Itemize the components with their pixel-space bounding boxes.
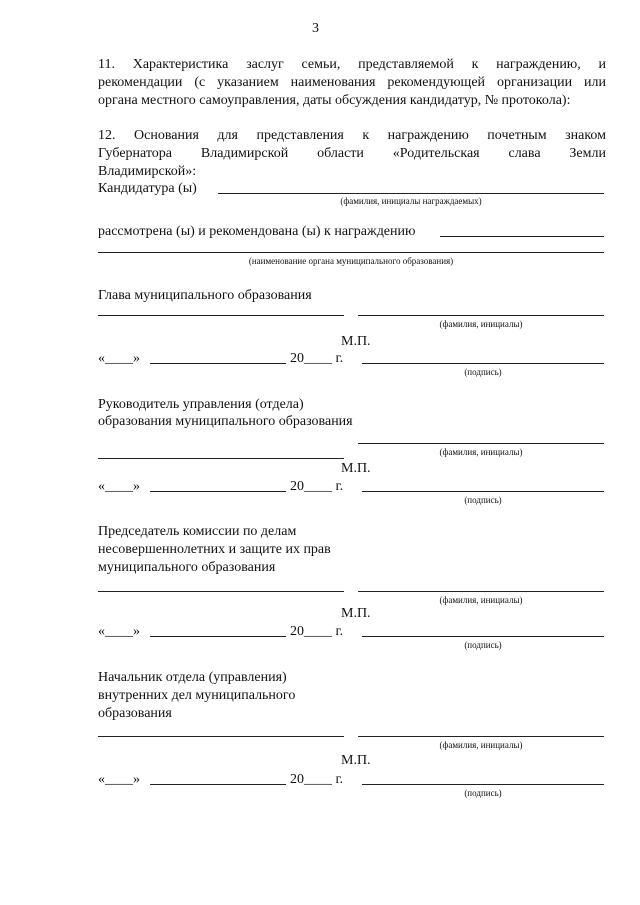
municipal-body-line — [98, 252, 604, 253]
signer-2-title-line-2: образования муниципального образования — [98, 414, 353, 429]
signer-3-line-right — [358, 591, 604, 592]
signer-1-line-left — [98, 315, 344, 316]
item-12-line-1: 12. Основания для представления к награждению почетным знаком — [98, 128, 606, 143]
signer-2-line-left — [98, 458, 344, 459]
signer-1-title-line-1: Глава муниципального образования — [98, 288, 312, 303]
signer-4-line-right — [358, 736, 604, 737]
signer-2-caption-signature: (подпись) — [464, 495, 502, 505]
signer-3-caption-fio: (фамилия, инициалы) — [439, 595, 523, 605]
signer-4-line-left — [98, 736, 344, 737]
signer-4-title-line-3: образования — [98, 706, 172, 721]
signer-1-signature-line — [362, 363, 604, 364]
signer-2-line-right — [358, 443, 604, 444]
signer-2-mp: М.П. — [341, 461, 371, 476]
signer-3-title-line-1: Председатель комиссии по делам — [98, 524, 297, 539]
signer-3-title-line-3: муниципального образования — [98, 560, 276, 575]
signer-1-caption-signature: (подпись) — [464, 367, 502, 377]
caption-fio-awarded: (фамилия, инициалы награждаемых) — [340, 196, 482, 206]
signer-3-date-year: 20____ г. — [290, 624, 344, 639]
signer-4-title-line-1: Начальник отдела (управления) — [98, 670, 287, 685]
signer-2-signature-line — [362, 491, 604, 492]
signer-1-date-day: «____» — [98, 351, 140, 366]
signer-4-title-line-2: внутренних дел муниципального — [98, 688, 296, 703]
item-11-line-3: органа местного самоуправления, даты обсуждения кандидатур, № протокола): — [98, 93, 571, 108]
signer-2-caption-fio: (фамилия, инициалы) — [439, 447, 523, 457]
signer-3-caption-signature: (подпись) — [464, 640, 502, 650]
signer-1-line-right — [358, 315, 604, 316]
signer-4-caption-signature: (подпись) — [464, 788, 502, 798]
reviewed-label: рассмотрена (ы) и рекомендована (ы) к награждению — [98, 224, 416, 239]
signer-4-mp: М.П. — [341, 753, 371, 768]
item-11-line-1: 11. Характеристика заслуг семьи, представляемой к награждению, и — [98, 57, 606, 72]
signer-3-title-line-2: несовершеннолетних и защите их прав — [98, 542, 331, 557]
signer-4-date-year: 20____ г. — [290, 772, 344, 787]
signer-2-date-year: 20____ г. — [290, 479, 344, 494]
caption-municipal-body: (наименование органа муниципального образования) — [248, 256, 454, 266]
item-12-line-2: Губернатора Владимирской области «Родительская слава Земли — [98, 146, 606, 161]
signer-4-caption-fio: (фамилия, инициалы) — [439, 740, 523, 750]
signer-3-date-day: «____» — [98, 624, 140, 639]
signer-3-line-left — [98, 591, 344, 592]
signer-3-mp: М.П. — [341, 606, 371, 621]
signer-1-date-year: 20____ г. — [290, 351, 344, 366]
signer-1-mp: М.П. — [341, 334, 371, 349]
item-11-line-2: рекомендации (с указанием наименования рекомендующей организации или — [98, 75, 606, 90]
candidacy-line — [218, 193, 604, 194]
candidacy-label: Кандидатура (ы) — [98, 181, 197, 196]
signer-4-date-month-line — [150, 784, 286, 785]
signer-2-date-month-line — [150, 491, 286, 492]
signer-1-caption-fio: (фамилия, инициалы) — [439, 319, 523, 329]
reviewed-line — [440, 236, 604, 237]
signer-2-date-day: «____» — [98, 479, 140, 494]
signer-2-title-line-1: Руководитель управления (отдела) — [98, 397, 304, 412]
signer-1-date-month-line — [150, 363, 286, 364]
signer-4-signature-line — [362, 784, 604, 785]
signer-3-signature-line — [362, 636, 604, 637]
signer-4-date-day: «____» — [98, 772, 140, 787]
signer-3-date-month-line — [150, 636, 286, 637]
page-number: 3 — [312, 21, 319, 36]
item-12-line-3: Владимирской»: — [98, 164, 197, 179]
